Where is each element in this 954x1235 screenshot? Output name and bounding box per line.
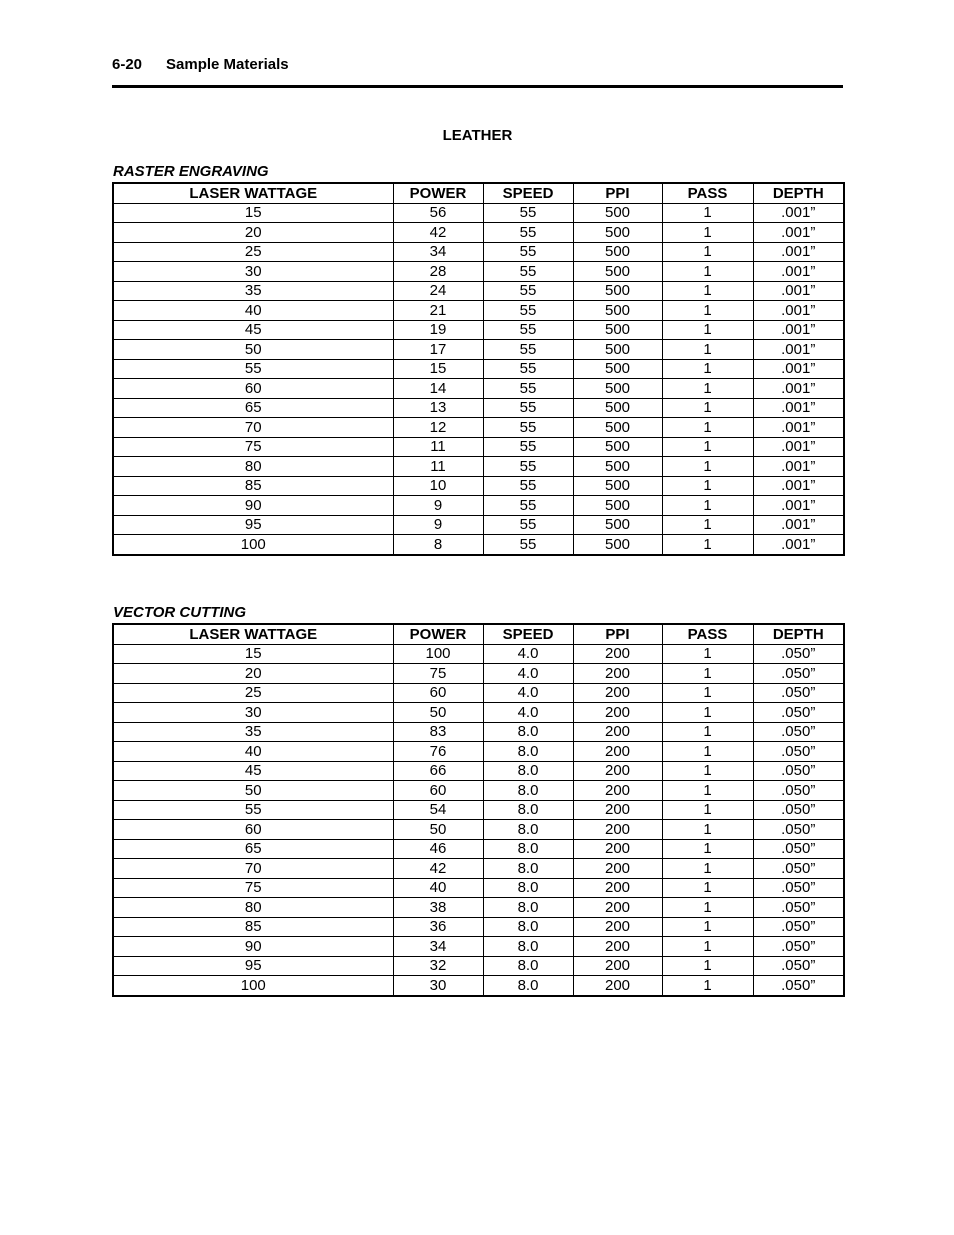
table-cell: .050” [753,664,844,684]
table-cell: 15 [113,203,393,223]
table-cell: 55 [483,301,573,321]
table-cell: 200 [573,722,662,742]
table-row [113,644,844,664]
table-cell: 200 [573,898,662,918]
table-cell: 45 [113,320,393,340]
table-cell: 45 [113,761,393,781]
table-cell: 56 [393,203,483,223]
table-cell: 55 [483,515,573,535]
material-title: LEATHER [442,127,513,144]
table-row [113,683,844,703]
table-cell: 95 [113,956,393,976]
table-cell: 4.0 [483,664,573,684]
table-cell: 500 [573,535,662,555]
table-cell: 1 [662,683,753,703]
table-cell: 500 [573,496,662,516]
table-row [113,379,844,399]
table-cell: .001” [753,418,844,438]
table-cell: 30 [393,976,483,996]
table-cell: 8.0 [483,820,573,840]
table-cell: 4.0 [483,644,573,664]
table-cell: 200 [573,742,662,762]
table-cell: 40 [113,742,393,762]
table-cell: 90 [113,937,393,957]
table-cell: 1 [662,262,753,282]
table-row [113,761,844,781]
table-row [113,476,844,496]
table-cell: 500 [573,340,662,360]
table-row [113,917,844,937]
table-row [113,515,844,535]
table-cell: 55 [483,203,573,223]
table-cell: 200 [573,820,662,840]
table-cell: 1 [662,937,753,957]
table-cell: 75 [113,878,393,898]
vector-cutting-table [112,623,845,997]
table-row [113,976,844,996]
table-cell: .001” [753,262,844,282]
table-cell: 1 [662,379,753,399]
table-cell: 200 [573,956,662,976]
table-cell: 50 [393,820,483,840]
table-cell: 55 [483,281,573,301]
table-cell: 1 [662,457,753,477]
table-cell: 42 [393,859,483,879]
page-number: 6-20 [112,56,143,73]
header-rule [112,85,843,88]
table-row [113,301,844,321]
column-header: POWER [393,183,483,203]
table-cell: 9 [393,496,483,516]
table-cell: 60 [393,781,483,801]
table-cell: 80 [113,898,393,918]
table-cell: 200 [573,761,662,781]
table-cell: .001” [753,379,844,399]
raster-engraving-title: RASTER ENGRAVING [113,163,269,180]
table-cell: 10 [393,476,483,496]
table-cell: 1 [662,320,753,340]
column-header: PPI [573,624,662,644]
table-cell: 95 [113,515,393,535]
table-row [113,418,844,438]
table-cell: 50 [393,703,483,723]
table-cell: 1 [662,859,753,879]
vector-table-body [113,644,844,996]
table-cell: 500 [573,418,662,438]
column-header: PPI [573,183,662,203]
table-cell: 35 [113,281,393,301]
table-cell: 55 [483,398,573,418]
table-cell: .050” [753,644,844,664]
table-cell: 20 [113,223,393,243]
table-cell: 8 [393,535,483,555]
table-cell: 1 [662,496,753,516]
column-header: DEPTH [753,183,844,203]
table-cell: .050” [753,859,844,879]
table-cell: .001” [753,340,844,360]
table-row [113,878,844,898]
table-cell: 200 [573,878,662,898]
table-row [113,820,844,840]
table-row [113,937,844,957]
table-cell: 76 [393,742,483,762]
table-cell: 1 [662,359,753,379]
table-cell: 500 [573,457,662,477]
table-cell: .050” [753,761,844,781]
table-cell: 1 [662,761,753,781]
table-cell: 1 [662,956,753,976]
table-cell: 1 [662,535,753,555]
table-cell: 500 [573,379,662,399]
table-row [113,800,844,820]
table-cell: 20 [113,664,393,684]
table-cell: 55 [483,359,573,379]
table-cell: 65 [113,398,393,418]
table-cell: 1 [662,223,753,243]
table-cell: 70 [113,859,393,879]
table-cell: .001” [753,515,844,535]
table-cell: 40 [393,878,483,898]
table-cell: 8.0 [483,878,573,898]
table-row [113,722,844,742]
table-row [113,839,844,859]
table-cell: 1 [662,878,753,898]
table-cell: 85 [113,917,393,937]
table-cell: 1 [662,800,753,820]
table-cell: 8.0 [483,722,573,742]
table-cell: .001” [753,398,844,418]
column-header: LASER WATTAGE [113,183,393,203]
table-cell: 500 [573,242,662,262]
table-cell: 21 [393,301,483,321]
table-row [113,359,844,379]
table-cell: 200 [573,781,662,801]
table-cell: 8.0 [483,761,573,781]
table-cell: .001” [753,203,844,223]
table-row [113,664,844,684]
table-row [113,281,844,301]
table-cell: .050” [753,703,844,723]
table-cell: 100 [113,535,393,555]
table-cell: 100 [393,644,483,664]
table-cell: .001” [753,281,844,301]
table-cell: 4.0 [483,683,573,703]
column-header: POWER [393,624,483,644]
table-cell: 8.0 [483,781,573,801]
table-cell: .001” [753,223,844,243]
raster-table-body [113,203,844,555]
column-header: SPEED [483,183,573,203]
table-cell: 200 [573,703,662,723]
table-cell: 8.0 [483,839,573,859]
table-row [113,242,844,262]
table-cell: 55 [483,379,573,399]
table-cell: 200 [573,664,662,684]
table-cell: 200 [573,937,662,957]
table-cell: 34 [393,937,483,957]
table-cell: 55 [483,262,573,282]
table-cell: 32 [393,956,483,976]
table-cell: 1 [662,722,753,742]
table-cell: 30 [113,703,393,723]
table-cell: 65 [113,839,393,859]
column-header: PASS [662,624,753,644]
table-row [113,437,844,457]
table-cell: 55 [483,340,573,360]
table-cell: 38 [393,898,483,918]
table-cell: .050” [753,898,844,918]
running-section-title: Sample Materials [166,56,289,73]
table-cell: 4.0 [483,703,573,723]
page-header [112,56,289,73]
raster-table-head [113,183,844,203]
table-row [113,223,844,243]
table-cell: 40 [113,301,393,321]
table-cell: 8.0 [483,859,573,879]
table-cell: 9 [393,515,483,535]
table-cell: 80 [113,457,393,477]
table-cell: .050” [753,976,844,996]
table-cell: 1 [662,820,753,840]
table-cell: 1 [662,515,753,535]
table-cell: 500 [573,262,662,282]
table-row [113,742,844,762]
table-cell: .050” [753,820,844,840]
table-row [113,262,844,282]
vector-table-head [113,624,844,644]
table-cell: 70 [113,418,393,438]
table-cell: 1 [662,437,753,457]
table-cell: 13 [393,398,483,418]
table-cell: .001” [753,437,844,457]
table-cell: 28 [393,262,483,282]
table-cell: 200 [573,839,662,859]
column-header: SPEED [483,624,573,644]
table-cell: .001” [753,359,844,379]
table-cell: 1 [662,203,753,223]
table-cell: 1 [662,476,753,496]
table-cell: 24 [393,281,483,301]
table-cell: 55 [483,320,573,340]
vector-cutting-title: VECTOR CUTTING [113,604,247,621]
table-cell: 200 [573,800,662,820]
table-row [113,859,844,879]
table-cell: 8.0 [483,956,573,976]
table-cell: 500 [573,437,662,457]
table-cell: 55 [483,535,573,555]
table-cell: 11 [393,437,483,457]
table-cell: .050” [753,917,844,937]
table-cell: 1 [662,703,753,723]
table-cell: .050” [753,800,844,820]
table-cell: 1 [662,976,753,996]
table-cell: 1 [662,781,753,801]
table-cell: 15 [393,359,483,379]
table-cell: 30 [113,262,393,282]
table-cell: 85 [113,476,393,496]
table-cell: 500 [573,301,662,321]
table-cell: 42 [393,223,483,243]
table-cell: 25 [113,683,393,703]
table-cell: 500 [573,320,662,340]
column-header: PASS [662,183,753,203]
table-cell: 100 [113,976,393,996]
table-cell: 34 [393,242,483,262]
table-cell: 90 [113,496,393,516]
table-cell: 17 [393,340,483,360]
table-cell: 19 [393,320,483,340]
table-cell: 75 [393,664,483,684]
table-cell: .050” [753,937,844,957]
column-header: DEPTH [753,624,844,644]
table-cell: 1 [662,664,753,684]
table-cell: .050” [753,742,844,762]
table-cell: 36 [393,917,483,937]
table-cell: 55 [113,359,393,379]
table-cell: 200 [573,917,662,937]
table-cell: 500 [573,223,662,243]
table-header-row [113,624,844,644]
table-row [113,898,844,918]
table-cell: 46 [393,839,483,859]
table-row [113,956,844,976]
table-cell: 11 [393,457,483,477]
table-cell: 500 [573,398,662,418]
table-cell: 8.0 [483,898,573,918]
table-cell: 1 [662,398,753,418]
table-cell: 1 [662,418,753,438]
table-cell: 200 [573,683,662,703]
table-cell: 14 [393,379,483,399]
table-cell: 60 [113,379,393,399]
table-cell: 55 [483,496,573,516]
table-header-row [113,183,844,203]
table-cell: .001” [753,242,844,262]
table-cell: 500 [573,203,662,223]
table-cell: 50 [113,340,393,360]
table-cell: 1 [662,242,753,262]
table-row [113,535,844,555]
table-cell: 25 [113,242,393,262]
table-cell: 1 [662,644,753,664]
table-cell: 8.0 [483,937,573,957]
table-row [113,457,844,477]
table-cell: 8.0 [483,917,573,937]
table-cell: 54 [393,800,483,820]
table-row [113,340,844,360]
table-cell: 1 [662,898,753,918]
table-row [113,781,844,801]
table-cell: .001” [753,301,844,321]
table-cell: 200 [573,976,662,996]
table-cell: .001” [753,535,844,555]
table-cell: 500 [573,359,662,379]
table-cell: 200 [573,644,662,664]
table-cell: 8.0 [483,800,573,820]
raster-engraving-table [112,182,845,556]
table-cell: 1 [662,281,753,301]
table-cell: 60 [113,820,393,840]
table-cell: 12 [393,418,483,438]
table-cell: 55 [483,242,573,262]
table-cell: 55 [483,418,573,438]
table-cell: 66 [393,761,483,781]
table-cell: 500 [573,476,662,496]
table-cell: 1 [662,301,753,321]
table-cell: 55 [483,437,573,457]
table-cell: .050” [753,956,844,976]
table-row [113,703,844,723]
table-cell: 1 [662,917,753,937]
table-cell: 60 [393,683,483,703]
table-cell: 200 [573,859,662,879]
table-cell: 75 [113,437,393,457]
table-cell: 15 [113,644,393,664]
table-row [113,203,844,223]
table-row [113,320,844,340]
table-cell: 83 [393,722,483,742]
table-cell: 1 [662,742,753,762]
table-cell: 8.0 [483,742,573,762]
table-cell: 500 [573,281,662,301]
table-cell: .001” [753,457,844,477]
table-cell: .050” [753,839,844,859]
table-cell: 1 [662,839,753,859]
table-row [113,398,844,418]
table-cell: .001” [753,320,844,340]
table-cell: .050” [753,781,844,801]
table-cell: 50 [113,781,393,801]
table-cell: 8.0 [483,976,573,996]
table-cell: 55 [483,476,573,496]
table-cell: .050” [753,722,844,742]
table-cell: 500 [573,515,662,535]
table-row [113,496,844,516]
table-cell: 1 [662,340,753,360]
column-header: LASER WATTAGE [113,624,393,644]
table-cell: 55 [113,800,393,820]
table-cell: 35 [113,722,393,742]
table-cell: 55 [483,223,573,243]
table-cell: .001” [753,476,844,496]
table-cell: .001” [753,496,844,516]
table-cell: .050” [753,683,844,703]
table-cell: .050” [753,878,844,898]
table-cell: 55 [483,457,573,477]
